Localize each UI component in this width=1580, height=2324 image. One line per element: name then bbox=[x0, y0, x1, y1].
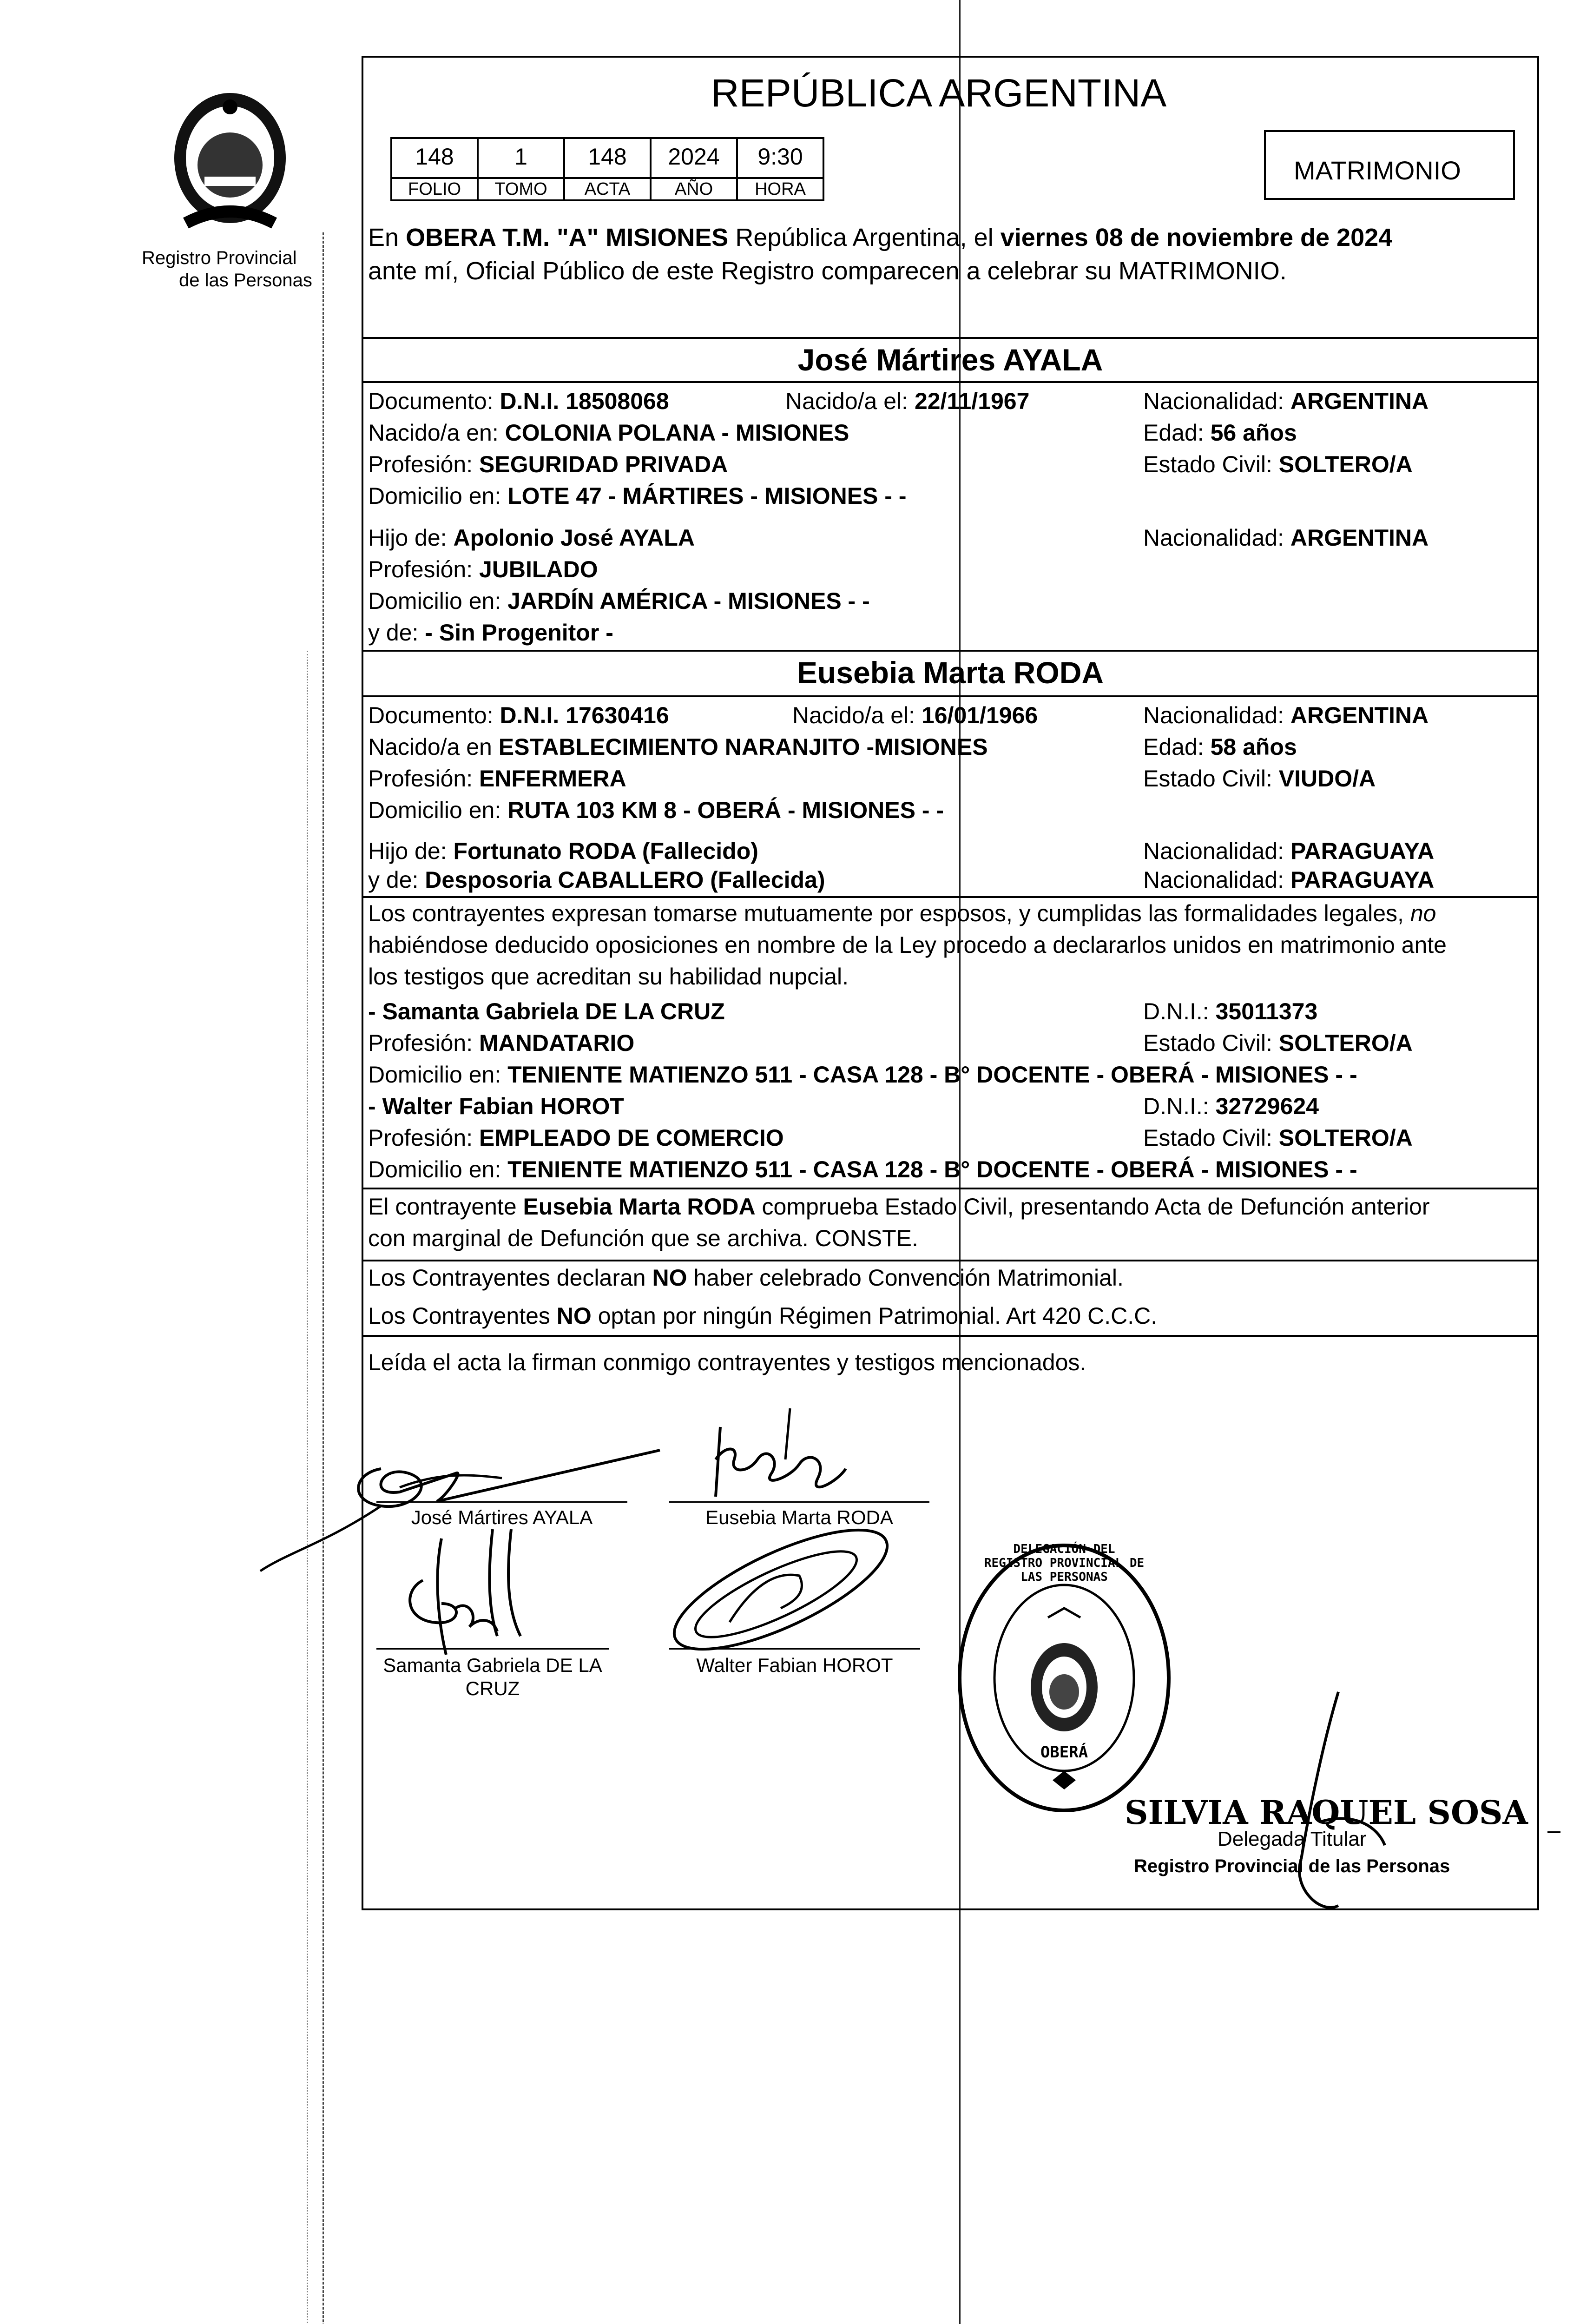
dni-value: 32729624 bbox=[1215, 1093, 1319, 1119]
signature-delacruz bbox=[386, 1515, 534, 1664]
declaration-text: Los contrayentes expresan tomarse mutuamente por esposos, y cumplidas las formalidades legales, bbox=[368, 900, 1410, 926]
dom-value: TENIENTE MATIENZO 511 - CASA 128 - B° DOCENTE - OBERÁ - MISIONES - - bbox=[507, 1062, 1357, 1088]
acta-value: 148 bbox=[563, 137, 652, 179]
doc-type-label: MATRIMONIO bbox=[1294, 156, 1461, 185]
dom-value: JARDÍN AMÉRICA - MISIONES - - bbox=[507, 588, 870, 614]
witness2-civil bbox=[1143, 1123, 1413, 1152]
c1-born bbox=[785, 387, 1029, 416]
prof-value: ENFERMERA bbox=[479, 766, 626, 792]
signature-horot bbox=[660, 1529, 902, 1650]
intro-date: viernes 08 de noviembre de 2024 bbox=[1000, 224, 1393, 251]
born-label: Nacido/a el: bbox=[785, 388, 915, 414]
parent-value: Fortunato RODA (Fallecido) bbox=[453, 838, 758, 864]
civil-label: Estado Civil: bbox=[1143, 1030, 1279, 1056]
tomo-label: TOMO bbox=[477, 177, 565, 201]
dom-value: TENIENTE MATIENZO 511 - CASA 128 - B° DOCENTE - OBERÁ - MISIONES - - bbox=[507, 1156, 1357, 1182]
doc-label: Documento: bbox=[368, 388, 500, 414]
marginal-name: Eusebia Marta RODA bbox=[523, 1194, 756, 1220]
marginal-text: comprueba Estado Civil, presentando Acta de Defunción anterior bbox=[755, 1194, 1430, 1220]
divider bbox=[362, 695, 1539, 697]
c2-prof bbox=[368, 764, 626, 793]
delegation-seal bbox=[955, 1538, 1173, 1817]
closing-text: Leída el acta la firman conmigo contrayentes y testigos mencionados. bbox=[368, 1349, 1086, 1375]
official-role: Delegada Titular bbox=[1218, 1828, 1367, 1850]
civil-value: SOLTERO/A bbox=[1278, 1030, 1413, 1056]
dom-label: Domicilio en: bbox=[368, 483, 508, 509]
prof-label: Profesión: bbox=[368, 556, 480, 582]
prof-label: Profesión: bbox=[368, 1125, 480, 1151]
parent-value: Apolonio José AYALA bbox=[453, 525, 695, 551]
contrayente1-name: José Mártires AYALA bbox=[797, 343, 1103, 377]
dom-label: Domicilio en: bbox=[368, 588, 508, 614]
nat-value: PARAGUAYA bbox=[1290, 838, 1435, 864]
nat-label: Nacionalidad: bbox=[1143, 702, 1290, 728]
official-name: SILVIA RAQUEL SOSA bbox=[1125, 1793, 1528, 1832]
seal-ring-text: DELEGACIÓN DEL REGISTRO PROVINCIAL DE LAS PERSONAS bbox=[984, 1542, 1145, 1584]
signature-line bbox=[376, 1501, 627, 1503]
dom-label: Domicilio en: bbox=[368, 1062, 508, 1088]
tomo-value: 1 bbox=[477, 137, 565, 179]
nat-label: Nacionalidad: bbox=[1143, 838, 1290, 864]
c1-parent1 bbox=[368, 523, 695, 552]
marginal-text: El contrayente bbox=[368, 1194, 523, 1220]
c1-doc bbox=[368, 387, 669, 416]
c1-dom bbox=[368, 482, 906, 510]
divider bbox=[362, 650, 1539, 652]
convention-no: NO bbox=[556, 1303, 592, 1329]
convention-text: haber celebrado Convención Matrimonial. bbox=[687, 1265, 1124, 1291]
birthplace-value: COLONIA POLANA - MISIONES bbox=[505, 420, 849, 446]
margin-dotted-line bbox=[323, 232, 324, 2324]
seal-bottom-text: OBERÁ bbox=[1040, 1743, 1088, 1762]
folio-label: FOLIO bbox=[390, 177, 479, 201]
c2-civil bbox=[1143, 764, 1376, 793]
intro-place: OBERA T.M. "A" MISIONES bbox=[406, 224, 729, 251]
pen-mark bbox=[1547, 1831, 1560, 1833]
c2-dom bbox=[368, 796, 944, 825]
civil-label: Estado Civil: bbox=[1143, 451, 1279, 477]
birthplace-label: Nacido/a en bbox=[368, 734, 499, 760]
parent-label: y de: bbox=[368, 620, 425, 646]
signature-line bbox=[669, 1501, 929, 1503]
prof-label: Profesión: bbox=[368, 766, 480, 792]
hora-label: HORA bbox=[736, 177, 824, 201]
registry-label-2: de las Personas bbox=[179, 270, 312, 290]
c2-parent1-nat bbox=[1143, 837, 1434, 865]
intro-mid: República Argentina, el bbox=[728, 224, 1001, 251]
registry-label-1: Registro Provincial bbox=[142, 248, 297, 268]
parent-value: - Sin Progenitor - bbox=[425, 620, 613, 646]
witness2-dom bbox=[368, 1155, 1357, 1184]
witness2-prof bbox=[368, 1123, 784, 1152]
divider bbox=[362, 896, 1539, 898]
age-value: 56 años bbox=[1210, 420, 1297, 446]
nat-value: ARGENTINA bbox=[1290, 702, 1429, 728]
c1-parent1-prof bbox=[368, 555, 598, 584]
c2-age bbox=[1143, 733, 1297, 761]
nat-value: ARGENTINA bbox=[1290, 525, 1429, 551]
intro-line-1 bbox=[368, 223, 1392, 252]
signature-line bbox=[376, 1648, 609, 1650]
divider bbox=[362, 1335, 1539, 1337]
c2-parent1 bbox=[368, 837, 758, 865]
doc-value: D.N.I. 18508068 bbox=[500, 388, 669, 414]
divider bbox=[362, 1188, 1539, 1189]
hora-value: 9:30 bbox=[736, 137, 824, 179]
witness2-name: - Walter Fabian HOROT bbox=[368, 1093, 624, 1119]
witness1-civil bbox=[1143, 1029, 1413, 1057]
age-value: 58 años bbox=[1210, 734, 1297, 760]
prof-value: SEGURIDAD PRIVADA bbox=[479, 451, 728, 477]
witness1-name: - Samanta Gabriela DE LA CRUZ bbox=[368, 998, 725, 1024]
prof-value: EMPLEADO DE COMERCIO bbox=[479, 1125, 784, 1151]
civil-value: SOLTERO/A bbox=[1278, 451, 1413, 477]
prof-value: MANDATARIO bbox=[479, 1030, 635, 1056]
c1-age bbox=[1143, 418, 1297, 447]
c2-parent2-nat bbox=[1143, 865, 1434, 894]
c2-doc bbox=[368, 701, 669, 730]
age-label: Edad: bbox=[1143, 420, 1211, 446]
intro-prefix: En bbox=[368, 224, 406, 251]
c1-parent2 bbox=[368, 618, 613, 647]
civil-label: Estado Civil: bbox=[1143, 1125, 1279, 1151]
divider bbox=[362, 381, 1539, 383]
convention-text: Los Contrayentes declaran bbox=[368, 1265, 652, 1291]
convention-no: NO bbox=[652, 1265, 687, 1291]
parent-value: Desposoria CABALLERO (Fallecida) bbox=[425, 867, 825, 893]
official-office: Registro Provincial de las Personas bbox=[1134, 1856, 1450, 1876]
convention-text: Los Contrayentes bbox=[368, 1303, 557, 1329]
dom-label: Domicilio en: bbox=[368, 1156, 508, 1182]
c1-civil bbox=[1143, 450, 1413, 479]
born-label: Nacido/a el: bbox=[792, 702, 922, 728]
marginal-line-2: con marginal de Defunción que se archiva. CONSTE. bbox=[368, 1225, 918, 1251]
anio-label: AÑO bbox=[650, 177, 738, 201]
c2-parent2 bbox=[368, 865, 825, 894]
nat-value: PARAGUAYA bbox=[1290, 867, 1435, 893]
witness1-prof bbox=[368, 1029, 634, 1057]
convention-text: optan por ningún Régimen Patrimonial. Art 420 C.C.C. bbox=[591, 1303, 1158, 1329]
prof-label: Profesión: bbox=[368, 1030, 480, 1056]
page-title: REPÚBLICA ARGENTINA bbox=[711, 71, 1167, 115]
declaration-line-3: los testigos que acreditan su habilidad nupcial. bbox=[368, 964, 849, 990]
registry-logo bbox=[153, 84, 307, 237]
folio-value: 148 bbox=[390, 137, 479, 179]
birthplace-label: Nacido/a en: bbox=[368, 420, 505, 446]
doc-type-box bbox=[1264, 130, 1515, 200]
civil-label: Estado Civil: bbox=[1143, 766, 1279, 792]
province-seal-icon bbox=[153, 84, 307, 237]
convention-line-2 bbox=[368, 1301, 1157, 1330]
c2-birthplace bbox=[368, 733, 988, 761]
divider bbox=[362, 337, 1539, 339]
c1-parent1-nat bbox=[1143, 523, 1429, 552]
declaration-no: no bbox=[1410, 900, 1436, 926]
born-value: 22/11/1967 bbox=[914, 388, 1030, 414]
signature-label-delacruz-2: CRUZ bbox=[465, 1677, 520, 1699]
witness1-dom bbox=[368, 1060, 1357, 1089]
prof-label: Profesión: bbox=[368, 451, 480, 477]
witness1-dni bbox=[1143, 997, 1317, 1026]
witness2-dni bbox=[1143, 1092, 1319, 1121]
marginal-line-1 bbox=[368, 1192, 1430, 1221]
civil-value: SOLTERO/A bbox=[1278, 1125, 1413, 1151]
c1-prof bbox=[368, 450, 728, 479]
age-label: Edad: bbox=[1143, 734, 1211, 760]
declaration-line-2: habiéndose deducido oposiciones en nombre de la Ley procedo a declararlos unidos en matrimonio ante bbox=[368, 932, 1447, 958]
parent-label: Hijo de: bbox=[368, 525, 454, 551]
divider bbox=[362, 1260, 1539, 1261]
nat-label: Nacionalidad: bbox=[1143, 525, 1290, 551]
dni-value: 35011373 bbox=[1215, 998, 1318, 1024]
signature-label-delacruz-1: Samanta Gabriela DE LA bbox=[383, 1654, 602, 1676]
c2-nat bbox=[1143, 701, 1429, 730]
declaration-line-1 bbox=[368, 899, 1436, 928]
signature-label-horot: Walter Fabian HOROT bbox=[696, 1654, 893, 1676]
nat-value: ARGENTINA bbox=[1290, 388, 1429, 414]
doc-label: Documento: bbox=[368, 702, 500, 728]
dom-value: RUTA 103 KM 8 - OBERÁ - MISIONES - - bbox=[507, 797, 944, 823]
c2-born bbox=[792, 701, 1038, 730]
c1-nat bbox=[1143, 387, 1429, 416]
parent-label: Hijo de: bbox=[368, 838, 454, 864]
signature-label-ayala: José Mártires AYALA bbox=[411, 1506, 593, 1528]
signature-label-roda: Eusebia Marta RODA bbox=[705, 1506, 893, 1528]
c1-parent1-dom bbox=[368, 587, 870, 615]
dom-label: Domicilio en: bbox=[368, 797, 508, 823]
convention-line-1 bbox=[368, 1263, 1124, 1292]
nat-label: Nacionalidad: bbox=[1143, 867, 1290, 893]
born-value: 16/01/1966 bbox=[921, 702, 1038, 728]
acta-label: ACTA bbox=[563, 177, 652, 201]
dom-value: LOTE 47 - MÁRTIRES - MISIONES - - bbox=[507, 483, 907, 509]
signature-line bbox=[669, 1648, 920, 1650]
anio-value: 2024 bbox=[650, 137, 738, 179]
birthplace-value: ESTABLECIMIENTO NARANJITO -MISIONES bbox=[498, 734, 988, 760]
c1-birthplace bbox=[368, 418, 849, 447]
parent-label: y de: bbox=[368, 867, 425, 893]
nat-label: Nacionalidad: bbox=[1143, 388, 1290, 414]
civil-value: VIUDO/A bbox=[1278, 766, 1376, 792]
intro-line-2: ante mí, Oficial Público de este Registro comparecen a celebrar su MATRIMONIO. bbox=[368, 257, 1287, 285]
signature-roda bbox=[688, 1404, 883, 1506]
prof-value: JUBILADO bbox=[479, 556, 598, 582]
doc-value: D.N.I. 17630416 bbox=[500, 702, 669, 728]
dni-label: D.N.I.: bbox=[1143, 998, 1216, 1024]
contrayente2-name: Eusebia Marta RODA bbox=[797, 655, 1104, 690]
dni-label: D.N.I.: bbox=[1143, 1093, 1216, 1119]
